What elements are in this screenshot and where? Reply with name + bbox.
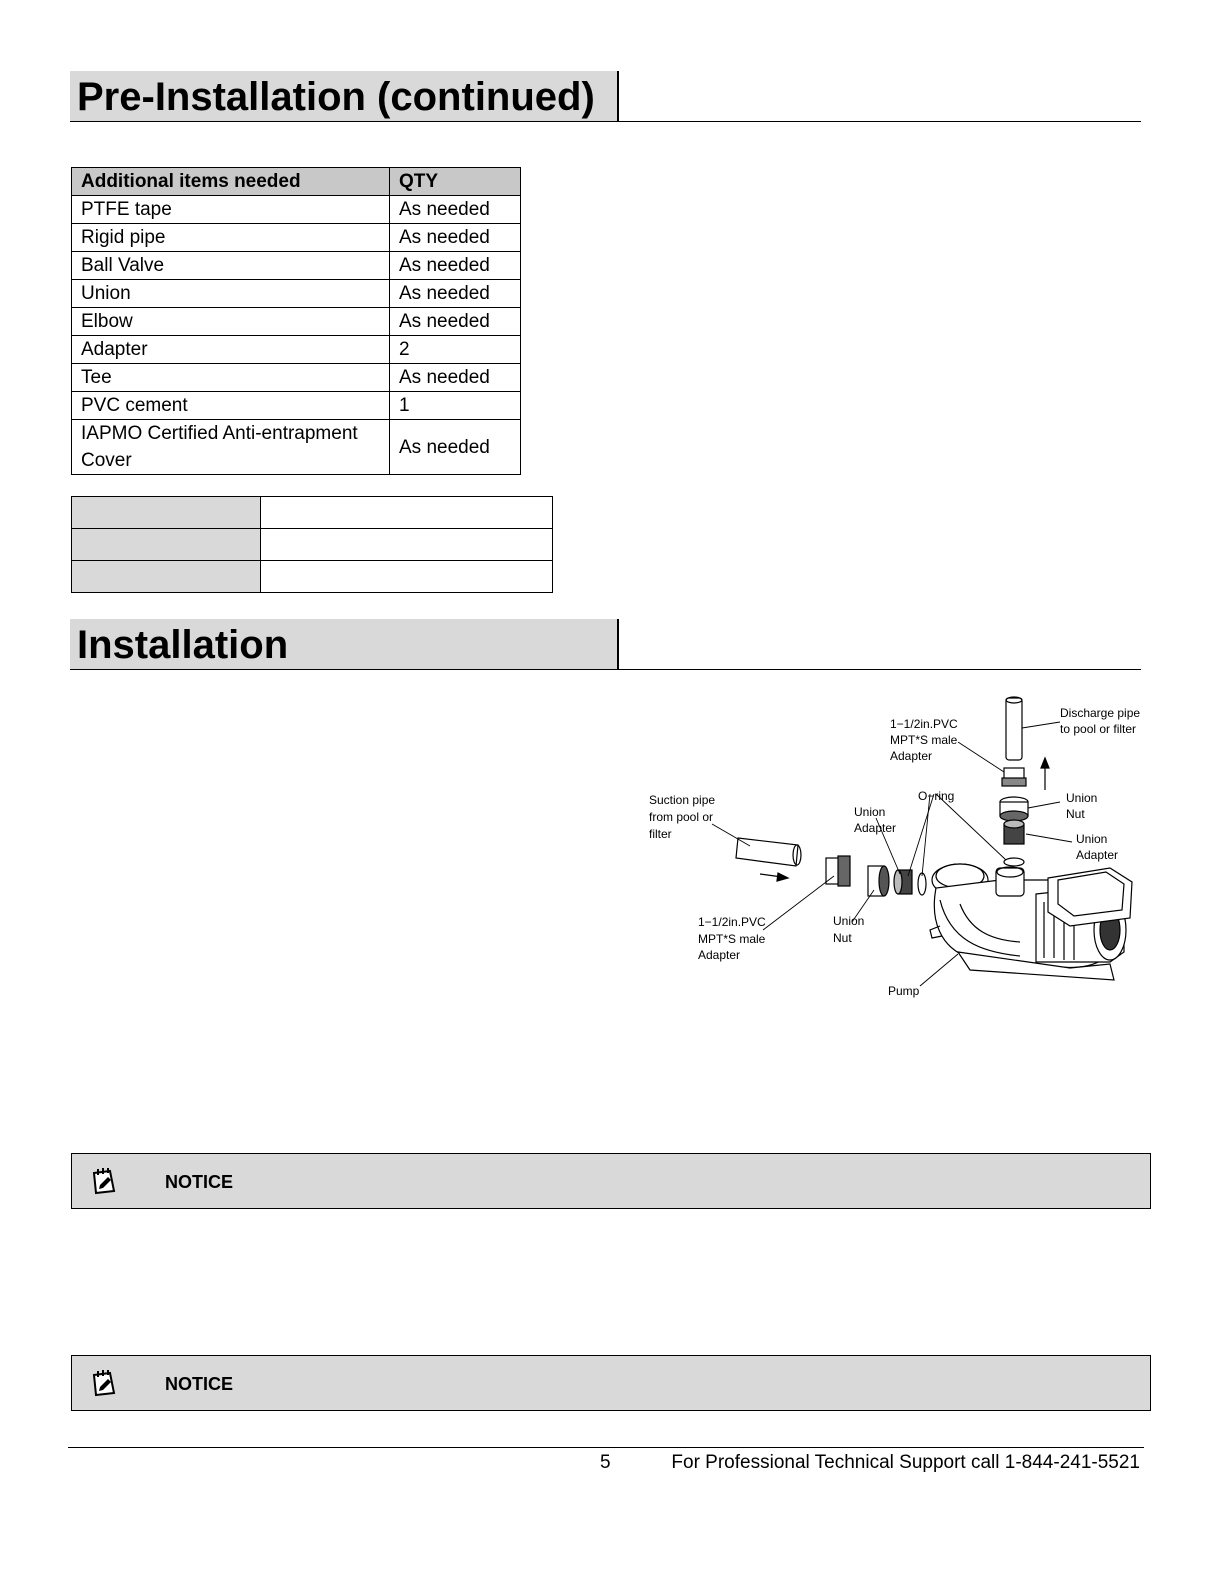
table-row bbox=[72, 224, 521, 252]
label-bottom-adapter: 1−1/2in.PVC MPT*S male Adapter bbox=[698, 915, 766, 962]
label-union-adapter-left: Union Adapter bbox=[854, 805, 897, 835]
item-name: PVC cement bbox=[72, 392, 390, 420]
flow-arrow-right-icon bbox=[760, 873, 788, 881]
blank-row bbox=[72, 529, 553, 561]
blank-cell bbox=[72, 529, 261, 561]
top-o-ring bbox=[1004, 858, 1024, 866]
installation-header bbox=[70, 619, 1141, 670]
label-union-nut-bottom: Union Nut bbox=[833, 914, 865, 945]
table-row bbox=[72, 420, 521, 475]
left-adapter bbox=[826, 856, 850, 886]
left-union-nut bbox=[868, 866, 889, 896]
notice-label: NOTICE bbox=[165, 1172, 234, 1192]
top-union-adapter bbox=[1004, 820, 1024, 844]
label-union-adapter-right: Union Adapter bbox=[1076, 832, 1119, 862]
left-o-ring bbox=[918, 873, 926, 895]
discharge-pipe bbox=[1006, 697, 1022, 760]
blank-cell bbox=[72, 561, 261, 593]
suction-pipe bbox=[736, 838, 801, 866]
table-row bbox=[72, 308, 521, 336]
item-qty: As needed bbox=[390, 196, 521, 224]
blank-row bbox=[72, 497, 553, 529]
item-qty: As needed bbox=[390, 224, 521, 252]
label-suction-pipe: Suction pipe from pool or filter bbox=[649, 793, 716, 841]
item-qty: As needed bbox=[390, 420, 521, 475]
flow-arrow-up-icon bbox=[1041, 758, 1049, 790]
label-union-nut-right: Union Nut bbox=[1066, 791, 1098, 821]
table-row bbox=[72, 252, 521, 280]
label-top-adapter: 1−1/2in.PVC MPT*S male Adapter bbox=[890, 717, 958, 763]
item-qty: As needed bbox=[390, 364, 521, 392]
pre-installation-title: Pre-Installation (continued) bbox=[70, 71, 619, 121]
item-name: Adapter bbox=[72, 336, 390, 364]
support-line: For Professional Technical Support call 1-844-241-5521 bbox=[671, 1452, 1140, 1473]
item-name: PTFE tape bbox=[72, 196, 390, 224]
blank-cell bbox=[72, 497, 261, 529]
table-row bbox=[72, 196, 521, 224]
notice-label: NOTICE bbox=[165, 1374, 234, 1394]
item-qty: 2 bbox=[390, 336, 521, 364]
pump-diagram bbox=[640, 690, 1150, 1010]
table-header-row bbox=[72, 168, 521, 196]
notepad-pencil-icon bbox=[88, 1165, 120, 1197]
item-name: Elbow bbox=[72, 308, 390, 336]
item-name: IAPMO Certified Anti-entrapment Cover bbox=[72, 420, 390, 475]
additional-items-table bbox=[71, 167, 521, 475]
blank-cell bbox=[261, 497, 553, 529]
item-name: Ball Valve bbox=[72, 252, 390, 280]
blank-table bbox=[71, 496, 553, 593]
table-row bbox=[72, 364, 521, 392]
blank-cell bbox=[261, 561, 553, 593]
item-qty: As needed bbox=[390, 252, 521, 280]
page-number: 5 bbox=[600, 1452, 611, 1473]
table-row bbox=[72, 336, 521, 364]
blank-row bbox=[72, 561, 553, 593]
top-union-nut bbox=[1000, 797, 1028, 821]
left-union-adapter bbox=[894, 870, 912, 894]
table-row bbox=[72, 392, 521, 420]
label-discharge-pipe: Discharge pipe to pool or filter bbox=[1060, 706, 1141, 736]
item-qty: As needed bbox=[390, 308, 521, 336]
blank-cell bbox=[261, 529, 553, 561]
pre-installation-header bbox=[70, 71, 1141, 122]
table-row bbox=[72, 280, 521, 308]
item-qty: 1 bbox=[390, 392, 521, 420]
label-o-ring: O−ring bbox=[918, 789, 955, 803]
header-item: Additional items needed bbox=[72, 168, 390, 196]
top-adapter bbox=[1002, 768, 1026, 786]
item-name: Union bbox=[72, 280, 390, 308]
pump-body bbox=[930, 864, 1132, 980]
installation-title: Installation bbox=[70, 619, 619, 669]
label-pump: Pump bbox=[888, 984, 920, 998]
item-name: Tee bbox=[72, 364, 390, 392]
notepad-pencil-icon bbox=[88, 1367, 120, 1399]
header-qty: QTY bbox=[390, 168, 521, 196]
item-name: Rigid pipe bbox=[72, 224, 390, 252]
item-qty: As needed bbox=[390, 280, 521, 308]
notice-box bbox=[71, 1153, 1151, 1209]
footer-divider bbox=[68, 1447, 1144, 1448]
notice-box bbox=[71, 1355, 1151, 1411]
